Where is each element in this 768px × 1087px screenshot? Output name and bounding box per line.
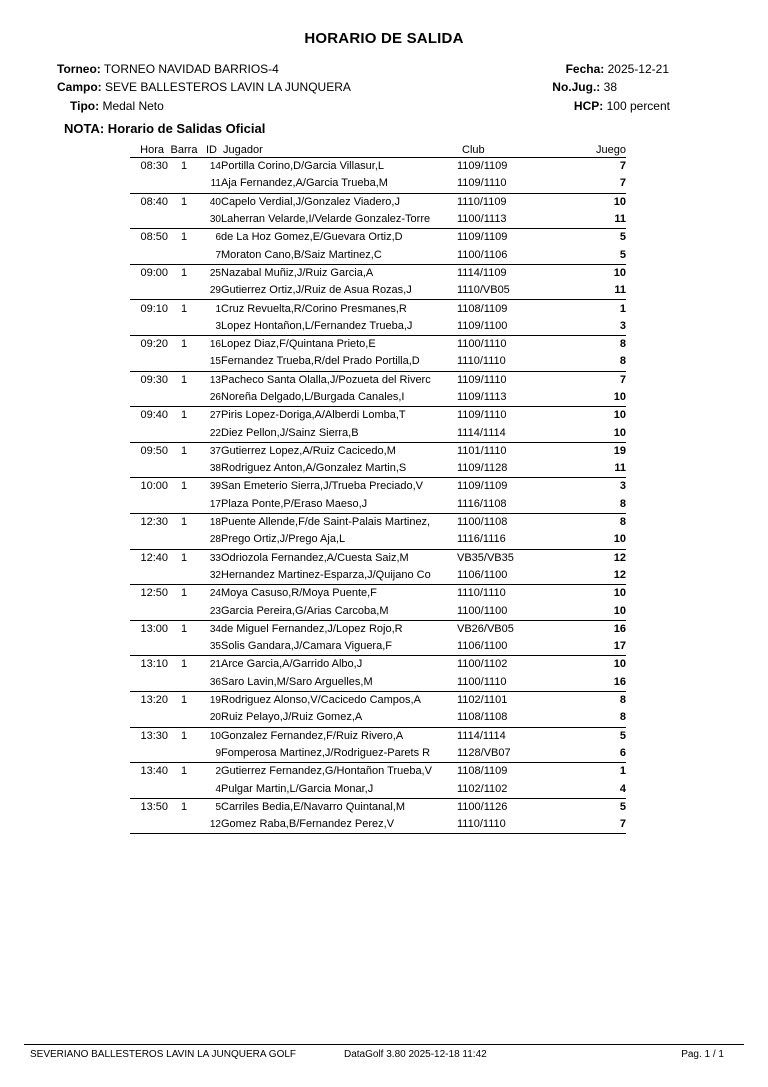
table-row	[130, 513, 626, 531]
tee-time: 09:00	[130, 264, 168, 282]
table-row	[130, 246, 626, 264]
club-codes: 1108/1108	[457, 711, 508, 724]
player-names: Cruz Revuelta,R/Corino Presmanes,R	[221, 300, 457, 318]
club-codes: 1100/1113	[457, 213, 507, 226]
table-row	[130, 763, 626, 781]
tee-number: 1	[168, 158, 200, 176]
club-codes: 1100/1100	[457, 604, 508, 617]
tee-time	[130, 211, 168, 229]
tee-number	[168, 780, 200, 798]
table-row	[130, 158, 626, 176]
hcp-label: HCP:	[573, 99, 604, 113]
handicap-value: 8	[567, 691, 626, 709]
club-codes: VB35/VB35	[457, 549, 567, 567]
footer-page: Pag. 1 / 1	[681, 1049, 724, 1060]
table-row	[130, 691, 626, 709]
table-row	[130, 353, 626, 371]
table-row	[130, 531, 626, 549]
player-names: Lopez Hontañon,L/Fernandez Trueba,J	[221, 319, 413, 332]
club-codes: 1109/1109	[457, 158, 567, 176]
club-codes: 1102/1101	[457, 691, 567, 709]
player-id: 37	[200, 442, 221, 460]
hcp-value: 100 percent	[606, 99, 670, 113]
handicap-value: 10	[567, 407, 626, 425]
table-row	[130, 727, 626, 745]
tee-time: 12:50	[130, 585, 168, 603]
tee-number: 1	[168, 371, 200, 389]
player-id: 22	[209, 427, 221, 439]
player-names: Pulgar Martin,L/Garcia Monar,J	[221, 782, 374, 795]
tee-time	[130, 496, 168, 514]
tee-time	[130, 674, 168, 692]
club-codes: 1109/1113	[457, 391, 507, 403]
handicap-value: 7	[619, 177, 626, 190]
tee-number	[168, 496, 200, 514]
tee-time	[130, 567, 168, 585]
club-codes: 1108/1109	[457, 300, 567, 318]
handicap-value: 8	[619, 711, 626, 724]
player-id: 21	[200, 656, 221, 674]
player-names: Laherran Velarde,I/Velarde Gonzalez-Torre	[221, 213, 431, 226]
tee-number	[168, 353, 200, 371]
club-codes: 1100/1108	[457, 513, 567, 531]
tee-time: 09:40	[130, 407, 168, 425]
tee-time: 09:30	[130, 371, 168, 389]
player-names: Gutierrez Fernandez,G/Hontañon Trueba,V	[221, 763, 457, 781]
handicap-value: 12	[567, 549, 626, 567]
tee-number: 1	[168, 300, 200, 318]
player-names: Lopez Diaz,F/Quintana Prieto,E	[221, 335, 457, 353]
player-id: 25	[200, 264, 221, 282]
player-names: Rodriguez Anton,A/Gonzalez Martin,S	[221, 462, 407, 475]
tee-number	[168, 318, 200, 336]
col-club: Club	[462, 144, 485, 156]
tee-number	[168, 460, 200, 478]
player-id: 29	[209, 285, 221, 297]
tee-time	[130, 745, 168, 763]
tee-time: 10:00	[130, 478, 168, 496]
player-names: Prego Ortiz,J/Prego Aja,L	[221, 533, 346, 546]
handicap-value: 4	[619, 782, 626, 795]
table-row	[130, 709, 626, 727]
tee-time	[130, 246, 168, 264]
player-id: 15	[209, 356, 221, 368]
club-codes: 1116/1116	[457, 533, 506, 546]
tee-number	[168, 424, 200, 442]
player-id: 39	[200, 478, 221, 496]
player-id: 1	[200, 300, 221, 318]
player-id: 38	[209, 463, 221, 475]
tee-time	[130, 460, 168, 478]
tee-time: 12:30	[130, 513, 168, 531]
table-row	[130, 318, 626, 336]
player-names: Odriozola Fernandez,A/Cuesta Saiz,M	[221, 549, 457, 567]
torneo-value: TORNEO NAVIDAD BARRIOS-4	[103, 62, 279, 76]
handicap-value: 10	[567, 264, 626, 282]
handicap-value: 11	[614, 213, 626, 226]
tee-time: 08:30	[130, 158, 168, 176]
club-codes: 1109/1100	[457, 319, 508, 332]
handicap-value: 3	[567, 478, 626, 496]
table-row	[130, 478, 626, 496]
tee-time	[130, 638, 168, 656]
player-names: Capelo Verdial,J/Gonzalez Viadero,J	[221, 193, 457, 211]
handicap-value: 17	[613, 640, 626, 653]
player-id: 27	[200, 407, 221, 425]
player-id: 16	[200, 335, 221, 353]
player-names: Nazabal Muñiz,J/Ruiz Garcia,A	[221, 264, 457, 282]
handicap-value: 1	[567, 300, 626, 318]
table-row	[130, 656, 626, 674]
tee-time: 13:20	[130, 691, 168, 709]
player-names: Gonzalez Fernandez,F/Ruiz Rivero,A	[221, 727, 457, 745]
handicap-value: 5	[567, 727, 626, 745]
table-row	[130, 424, 626, 442]
table-row	[130, 460, 626, 478]
club-codes: 1128/VB07	[457, 746, 511, 759]
tee-number: 1	[168, 549, 200, 567]
table-row	[130, 300, 626, 318]
club-codes: 1110/VB05	[457, 284, 510, 297]
note-text: NOTA: Horario de Salidas Oficial	[64, 121, 266, 136]
player-id: 5	[200, 798, 221, 816]
player-id: 3	[215, 320, 221, 332]
tee-time: 08:50	[130, 229, 168, 247]
player-names: Fernandez Trueba,R/del Prado Portilla,D	[221, 355, 420, 368]
handicap-value: 16	[613, 675, 626, 688]
player-names: Garcia Pereira,G/Arias Carcoba,M	[221, 604, 389, 617]
handicap-value: 7	[567, 158, 626, 176]
meta-torneo	[57, 62, 279, 76]
tee-time	[130, 602, 168, 620]
tipo-label: Tipo:	[70, 99, 100, 113]
table-row	[130, 602, 626, 620]
club-codes: 1102/1102	[457, 782, 508, 795]
club-codes: 1109/1110	[457, 177, 507, 190]
player-id: 26	[209, 392, 221, 403]
club-codes: 1101/1110	[457, 442, 567, 460]
table-row	[130, 638, 626, 656]
table-row	[130, 549, 626, 567]
player-id: 23	[209, 605, 221, 617]
player-names: Solis Gandara,J/Camara Viguera,F	[221, 640, 392, 653]
tee-time	[130, 389, 168, 407]
player-id: 40	[200, 193, 221, 211]
tee-number	[168, 674, 200, 692]
table-row	[130, 567, 626, 585]
player-names: Pacheco Santa Olalla,J/Pozueta del Riverc	[221, 371, 457, 389]
tee-time: 13:10	[130, 656, 168, 674]
player-names: Hernandez Martinez-Esparza,J/Quijano Co	[221, 568, 431, 581]
table-row	[130, 407, 626, 425]
player-id: 9	[215, 747, 221, 759]
tee-number: 1	[168, 442, 200, 460]
tee-time	[130, 282, 168, 300]
table-header	[130, 143, 626, 158]
table-row	[130, 745, 626, 763]
player-names: Piris Lopez-Doriga,A/Alberdi Lomba,T	[221, 407, 457, 425]
table-row	[130, 193, 626, 211]
player-id: 32	[209, 569, 221, 581]
handicap-value: 10	[613, 391, 626, 403]
club-codes: VB26/VB05	[457, 620, 567, 638]
table-row	[130, 585, 626, 603]
table-row	[130, 175, 626, 193]
player-names: Moya Casuso,R/Moya Puente,F	[221, 585, 457, 603]
footer-software: DataGolf 3.80 2025-12-18 11:42	[344, 1049, 487, 1060]
club-codes: 1109/1109	[457, 478, 567, 496]
tee-number	[168, 175, 200, 193]
player-id: 36	[209, 676, 221, 688]
club-codes: 1100/1102	[457, 656, 567, 674]
tee-number	[168, 246, 200, 264]
player-names: Gutierrez Ortiz,J/Ruiz de Asua Rozas,J	[221, 284, 412, 297]
tee-time: 13:30	[130, 727, 168, 745]
player-id: 10	[200, 727, 221, 745]
player-names: Gutierrez Lopez,A/Ruiz Cacicedo,M	[221, 442, 457, 460]
table-row	[130, 211, 626, 229]
tee-number	[168, 638, 200, 656]
torneo-label: Torneo:	[57, 62, 101, 76]
player-names: San Emeterio Sierra,J/Trueba Preciado,V	[221, 478, 457, 496]
player-names: Noreña Delgado,L/Burgada Canales,I	[221, 391, 405, 403]
club-codes: 1114/1109	[457, 264, 567, 282]
tee-number: 1	[168, 229, 200, 247]
handicap-value: 8	[567, 513, 626, 531]
tee-time	[130, 780, 168, 798]
footer-divider	[24, 1044, 744, 1045]
handicap-value: 7	[567, 371, 626, 389]
player-names: Moraton Cano,B/Saiz Martinez,C	[221, 248, 382, 261]
handicap-value: 5	[567, 798, 626, 816]
handicap-value: 19	[567, 442, 626, 460]
table-row	[130, 389, 626, 407]
col-jugador: Jugador	[223, 144, 263, 156]
club-codes: 1100/1110	[457, 675, 507, 688]
player-id: 28	[209, 534, 221, 546]
tee-number	[168, 531, 200, 549]
tee-time-table	[130, 143, 626, 834]
handicap-value: 12	[613, 568, 626, 581]
table-row	[130, 282, 626, 300]
handicap-value: 16	[567, 620, 626, 638]
handicap-value: 10	[613, 533, 626, 546]
table-row	[130, 335, 626, 353]
player-id: 33	[200, 549, 221, 567]
player-id: 6	[200, 229, 221, 247]
table-row	[130, 496, 626, 514]
player-id: 18	[200, 513, 221, 531]
tee-time: 13:50	[130, 798, 168, 816]
tee-time: 08:40	[130, 193, 168, 211]
player-names: Saro Lavin,M/Saro Arguelles,M	[221, 675, 373, 688]
player-names: Gomez Raba,B/Fernandez Perez,V	[221, 816, 457, 834]
tee-number: 1	[168, 513, 200, 531]
tee-number	[168, 211, 200, 229]
player-id: 7	[215, 249, 221, 261]
handicap-value: 6	[619, 746, 626, 759]
club-codes: 1110/1110	[457, 585, 567, 603]
table-row	[130, 620, 626, 638]
player-id: 19	[200, 691, 221, 709]
club-codes: 1109/1110	[457, 407, 567, 425]
meta-campo	[57, 80, 351, 94]
tee-time	[130, 175, 168, 193]
handicap-value: 10	[567, 193, 626, 211]
player-names: Ruiz Pelayo,J/Ruiz Gomez,A	[221, 711, 363, 724]
club-codes: 1106/1100	[457, 640, 508, 653]
club-codes: 1100/1110	[457, 335, 567, 353]
table-row	[130, 442, 626, 460]
tee-number: 1	[168, 620, 200, 638]
tee-number	[168, 745, 200, 763]
player-id: 2	[200, 763, 221, 781]
nojug-value: 38	[603, 80, 617, 94]
player-id: 12	[200, 816, 221, 834]
col-juego: Juego	[596, 144, 626, 156]
meta-tipo	[70, 99, 164, 113]
handicap-value: 7	[567, 816, 626, 834]
tee-number: 1	[168, 798, 200, 816]
tee-time	[130, 709, 168, 727]
tee-number: 1	[168, 264, 200, 282]
club-codes: 1116/1108	[457, 497, 507, 510]
footer-club: SEVERIANO BALLESTEROS LAVIN LA JUNQUERA GOLF	[30, 1049, 297, 1060]
player-id: 20	[209, 712, 221, 724]
player-id: 35	[209, 641, 221, 653]
tee-time: 09:50	[130, 442, 168, 460]
tee-time: 13:00	[130, 620, 168, 638]
player-names: Aja Fernandez,A/Garcia Trueba,M	[221, 177, 388, 190]
tee-number: 1	[168, 478, 200, 496]
table-body	[130, 158, 626, 834]
tee-number: 1	[168, 691, 200, 709]
tee-number: 1	[168, 407, 200, 425]
tee-number	[168, 816, 200, 834]
handicap-value: 10	[567, 585, 626, 603]
handicap-value: 11	[614, 284, 626, 297]
club-codes: 1109/1128	[457, 462, 508, 475]
handicap-value: 10	[567, 656, 626, 674]
handicap-value: 3	[619, 319, 626, 332]
handicap-value: 8	[567, 335, 626, 353]
player-names: Diez Pellon,J/Sainz Sierra,B	[221, 426, 359, 439]
club-codes: 1110/1110	[457, 355, 506, 368]
fecha-label: Fecha:	[565, 62, 605, 76]
player-id: 11	[210, 178, 221, 190]
club-codes: 1106/1100	[457, 568, 508, 581]
fecha-value: 2025-12-21	[607, 62, 669, 76]
col-barra: Barra	[170, 144, 198, 156]
table-row	[130, 674, 626, 692]
tee-number	[168, 389, 200, 407]
tee-number	[168, 282, 200, 300]
tee-time	[130, 816, 168, 834]
tee-number: 1	[168, 656, 200, 674]
tee-number	[168, 602, 200, 620]
meta-hcp	[574, 99, 670, 113]
player-id: 17	[209, 498, 221, 510]
player-id: 13	[200, 371, 221, 389]
tee-number: 1	[168, 585, 200, 603]
tee-number	[168, 709, 200, 727]
player-names: de La Hoz Gomez,E/Guevara Ortiz,D	[221, 229, 457, 247]
club-codes: 1100/1106	[457, 248, 508, 261]
player-names: Carriles Bedia,E/Navarro Quintanal,M	[221, 798, 457, 816]
tee-time: 13:40	[130, 763, 168, 781]
handicap-value: 11	[614, 462, 626, 475]
player-id: 4	[215, 783, 221, 795]
club-codes: 1100/1126	[457, 798, 567, 816]
player-id: 14	[200, 158, 221, 176]
club-codes: 1114/1114	[457, 727, 567, 745]
handicap-value: 8	[619, 497, 626, 510]
tee-time: 12:40	[130, 549, 168, 567]
handicap-value: 10	[613, 604, 626, 617]
tee-time	[130, 531, 168, 549]
tee-number: 1	[168, 193, 200, 211]
player-names: Fomperosa Martinez,J/Rodriguez-Parets R	[221, 746, 431, 759]
player-id: 30	[209, 214, 221, 226]
player-id: 34	[200, 620, 221, 638]
page-title: HORARIO DE SALIDA	[304, 30, 464, 47]
club-codes: 1110/1109	[457, 193, 567, 211]
tee-time	[130, 424, 168, 442]
club-codes: 1114/1114	[457, 426, 506, 439]
tee-time	[130, 318, 168, 336]
handicap-value: 8	[619, 355, 626, 368]
handicap-value: 10	[613, 426, 626, 439]
player-names: Puente Allende,F/de Saint-Palais Martinez,	[221, 513, 457, 531]
tee-time: 09:10	[130, 300, 168, 318]
campo-label: Campo:	[57, 80, 102, 94]
col-id: ID	[206, 144, 217, 156]
club-codes: 1109/1109	[457, 229, 567, 247]
player-names: Rodriguez Alonso,V/Cacicedo Campos,A	[221, 691, 457, 709]
player-names: Plaza Ponte,P/Eraso Maeso,J	[221, 497, 368, 510]
col-hora: Hora	[140, 144, 164, 156]
tee-number: 1	[168, 763, 200, 781]
tee-time: 09:20	[130, 335, 168, 353]
tee-number: 1	[168, 335, 200, 353]
tee-time	[130, 353, 168, 371]
nojug-label: No.Jug.:	[552, 80, 601, 94]
table-row	[130, 371, 626, 389]
tipo-value: Medal Neto	[102, 99, 164, 113]
club-codes: 1109/1110	[457, 371, 567, 389]
tee-number: 1	[168, 727, 200, 745]
table-row	[130, 798, 626, 816]
meta-fecha	[566, 62, 669, 76]
campo-value: SEVE BALLESTEROS LAVIN LA JUNQUERA	[105, 80, 351, 94]
club-codes: 1108/1109	[457, 763, 567, 781]
player-names: Portilla Corino,D/Garcia Villasur,L	[221, 158, 457, 176]
table-row	[130, 229, 626, 247]
player-id: 24	[200, 585, 221, 603]
handicap-value: 5	[567, 229, 626, 247]
tee-number	[168, 567, 200, 585]
player-names: de Miguel Fernandez,J/Lopez Rojo,R	[221, 620, 457, 638]
handicap-value: 5	[619, 248, 626, 261]
player-names: Arce Garcia,A/Garrido Albo,J	[221, 656, 457, 674]
meta-nojug	[552, 80, 617, 94]
table-row	[130, 264, 626, 282]
club-codes: 1110/1110	[457, 816, 567, 834]
table-row	[130, 816, 626, 834]
table-row	[130, 780, 626, 798]
handicap-value: 1	[567, 763, 626, 781]
